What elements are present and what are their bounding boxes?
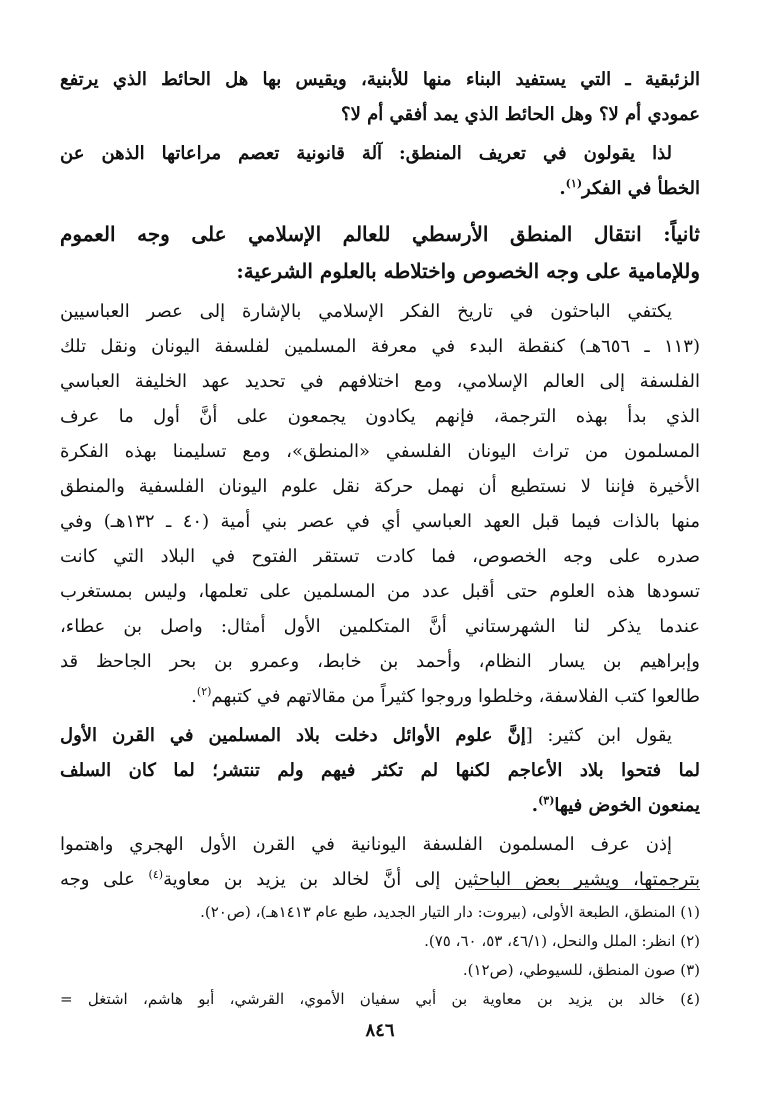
- text-line: لذا يقولون في تعريف المنطق: آلة قانونية تعصم مراعاتها الذهن عن: [60, 143, 672, 164]
- quote-paragraph: [60, 718, 700, 823]
- heading-line: وللإمامية على وجه الخصوص واختلاطه بالعلوم الشرعية:: [236, 259, 700, 283]
- section-heading: [60, 216, 700, 290]
- footnote-ref[interactable]: (٢): [196, 685, 212, 698]
- footnote-divider: [475, 889, 700, 890]
- text-line: (١١٣ ـ ٦٥٦هـ) كنقطة البدء في معرفة المسلمين لفلسفة اليونان ونقل تلك: [60, 336, 700, 357]
- body-paragraph: [60, 294, 700, 714]
- text-line: الزئبقية ـ التي يستفيد البناء منها للأبنية، ويقيس بها هل الحائط الذي يرتفع: [60, 69, 700, 90]
- quote-text: إنَّ علوم الأوائل دخلت بلاد المسلمين في القرن الأول: [60, 725, 526, 746]
- text-line: الفلسفة إلى العالم الإسلامي، ومع اختلافهم في تحديد عهد الخليفة العباسي: [60, 371, 700, 392]
- line-text: طالعوا كتب الفلاسفة، وخلطوا وروجوا كثيراً من مقالاتهم في كتبهم: [211, 686, 700, 707]
- line-end: .: [531, 795, 539, 816]
- top-paragraph: [60, 62, 700, 132]
- line-text: بترجمتها، ويشير بعض الباحثين إلى أنَّ لخالد بن يزيد بن معاوية: [163, 869, 700, 890]
- footnote-ref[interactable]: (١): [565, 177, 583, 190]
- text-line: [60, 718, 700, 753]
- footnotes: [60, 898, 700, 1014]
- main-text: [60, 62, 700, 901]
- footnote-ref[interactable]: (٤): [148, 868, 164, 881]
- text-line: يكتفي الباحثون في تاريخ الفكر الإسلامي بالإشارة إلى عصر العباسيين: [60, 301, 672, 322]
- text-line: منها بالذات فيما قبل العهد العباسي أي في عصر بني أمية (٤٠ ـ ١٣٢هـ) وفي: [60, 511, 700, 532]
- text-line: الأخيرة فإننا لا نستطيع أن نهمل حركة نقل علوم اليونان الفلسفية والمنطق: [60, 476, 700, 497]
- footnote-4: (٤) خالد بن يزيد بن معاوية بن أبي سفيان الأموي، القرشي، أبو هاشم، اشتغل =: [60, 990, 700, 1008]
- text-line: [60, 788, 700, 823]
- text-line: وإبراهيم بن يسار النظام، وأحمد بن خابط، وعمرو بن بحر الجاحظ قد: [60, 651, 700, 672]
- heading-line: ثانياً: انتقال المنطق الأرسطي للعالم الإسلامي على وجه العموم: [60, 222, 700, 246]
- page-number: ٨٤٦: [365, 1020, 395, 1041]
- text-line: تسودها هذه العلوم حتى أقبل عدد من المسلمين على تعلمها، وليس بمستغرب: [60, 581, 700, 602]
- definition-paragraph: [60, 136, 700, 206]
- text-line: عندما يذكر لنا الشهرستاني أنَّ المتكلمين الأول أمثال: واصل بن عطاء،: [60, 616, 700, 637]
- text-line: [60, 679, 700, 714]
- text-line: الذي بدأ بهذه الترجمة، فإنهم يكادون يجمعون على أنَّ أول ما عرف: [60, 406, 700, 427]
- line-text: على وجه: [60, 869, 135, 890]
- footnote-1: (١) المنطق، الطبعة الأولى، (بيروت: دار التيار الجديد، طبع عام ١٤١٣هـ)، (ص٢٠).: [200, 903, 700, 921]
- line-end: .: [191, 686, 197, 707]
- text-line: عمودي أم لا؟ وهل الحائط الذي يمد أفقي أم لا؟: [341, 104, 700, 125]
- footnote-ref[interactable]: (٣): [538, 794, 555, 807]
- text-line: [60, 171, 700, 206]
- quote-text: يمنعون الخوض فيها: [554, 795, 700, 816]
- text-line: المسلمون من تراث اليونان الفلسفي «المنطق»، ومع تسليمنا بهذه الفكرة: [60, 441, 700, 462]
- text-line: إذن عرف المسلمون الفلسفة اليونانية في القرن الأول الهجري واهتموا: [60, 834, 672, 855]
- line-text: الخطأ في الفكر: [582, 178, 700, 199]
- final-paragraph: [60, 827, 700, 897]
- text-line: [60, 862, 700, 897]
- text-line: لما فتحوا بلاد الأعاجم لكنها لم تكثر فيهم ولم تنتشر؛ لما كان السلف: [60, 760, 700, 781]
- footnote-3: (٣) صون المنطق، للسيوطي، (ص١٢).: [462, 961, 700, 979]
- quote-intro: يقول ابن كثير: [: [525, 725, 672, 746]
- footnote-2: (٢) انظر: الملل والنحل، (٤٦/١، ٥٣، ٦٠، ٧٥).: [424, 932, 700, 950]
- text-line: صدره على وجه الخصوص، فما كادت تستقر الفتوح في البلاد التي كانت: [60, 546, 700, 567]
- line-end: .: [559, 178, 566, 199]
